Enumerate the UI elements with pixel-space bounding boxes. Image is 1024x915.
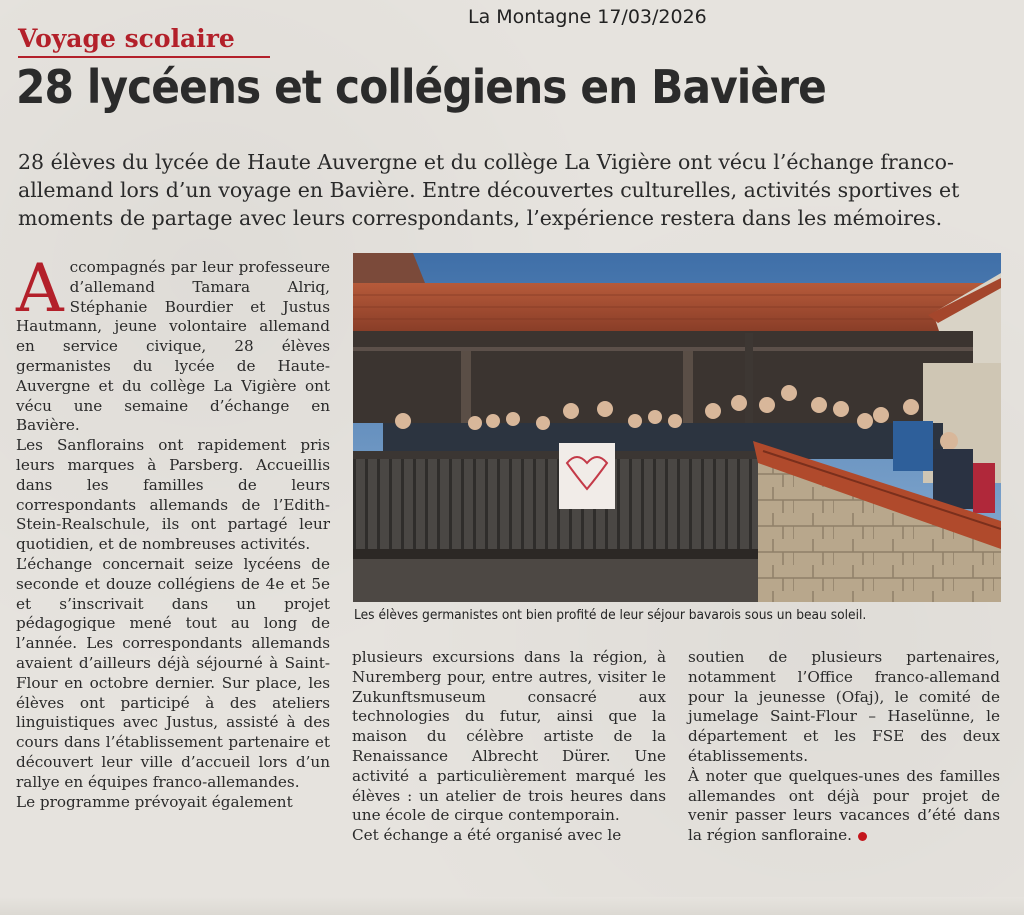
balcony-photo-illustration	[353, 253, 1001, 602]
paragraph-1	[16, 250, 330, 436]
paragraph-5: plusieurs excursions dans la région, à Nuremberg pour, entre autres, visiter le Zukunftsmuseum consacré aux technologies du futur, ainsi que la maison du célèbre artiste de la Renaissance Albrecht Dürer. Une activité a particulièrement marqué les élèves : un atelier de trois heures dans une école de cirque contemporain.	[352, 648, 666, 825]
article-column-1	[16, 250, 330, 812]
source-line: La Montagne 17/03/2026	[468, 6, 707, 28]
article-headline: 28 lycéens et collégiens en Bavière	[16, 60, 826, 114]
article-lead: 28 élèves du lycée de Haute Auvergne et du collège La Vigière ont vécu l’échange franco-allemand lors d’un voyage en Bavière. Entre découvertes culturelles, activités sportives et moments de partage avec leurs correspondants, l’expérience restera dans les mémoires.	[18, 150, 960, 230]
section-kicker: Voyage scolaire	[18, 24, 235, 53]
paragraph-3: L’échange concernait seize lycéens de seconde et douze collégiens de 4e et 5e et s’inscrivait dans un projet pédagogique mené tout au long de l’année. Les correspondants allemands avaient d’ailleurs déjà séjourné à Saint-Flour en octobre dernier. Sur place, les élèves ont participé à des ateliers linguistiques avec Justus, assisté à des cours dans l’établissement partenaire et découvert leur ville d’accueil lors d’un rallye en équipes franco-allemandes.	[16, 554, 330, 791]
paragraph-7: soutien de plusieurs partenaires, notamment l’Office franco-allemand pour la jeunesse (Ofaj), le comité de jumelage Saint-Flour – Haselünne, le département et les FSE des deux établissements.	[688, 648, 1000, 765]
paragraph-4: Le programme prévoyait également	[16, 792, 293, 811]
paragraph-6: Cet échange a été organisé avec le	[352, 826, 622, 845]
kicker-underline	[18, 56, 270, 58]
photo-caption: Les élèves germanistes ont bien profité de leur séjour bavarois sous un beau soleil.	[354, 608, 867, 623]
end-of-article-dot	[858, 832, 867, 841]
article-column-3	[688, 648, 1000, 846]
paragraph-1-text: ccompagnés par leur professeure d’allemand Tamara Alriq, Stéphanie Bourdier et Justus Hautmann, jeune volontaire allemand en service civique, 28 élèves germanistes du lycée de Haute-Auvergne et du collège La Vigière ont vécu une semaine d’échange en Bavière.	[16, 258, 330, 435]
paragraph-8-text: À noter que quelques-unes des familles allemandes ont déjà pour projet de venir passer leurs vacances d’été dans la région sanfloraine.	[688, 766, 1000, 845]
page-bottom-edge	[0, 897, 1024, 915]
paragraph-2: Les Sanflorains ont rapidement pris leurs marques à Parsberg. Accueillis dans les familles de leurs correspondants allemands de l’Edith-Stein-Realschule, ils ont partagé leur quotidien, et de nombreuses activités.	[16, 436, 330, 554]
paragraph-8	[688, 767, 1000, 846]
drop-cap: A	[16, 250, 64, 327]
group-photo	[353, 253, 1001, 602]
article-column-2	[352, 648, 666, 846]
